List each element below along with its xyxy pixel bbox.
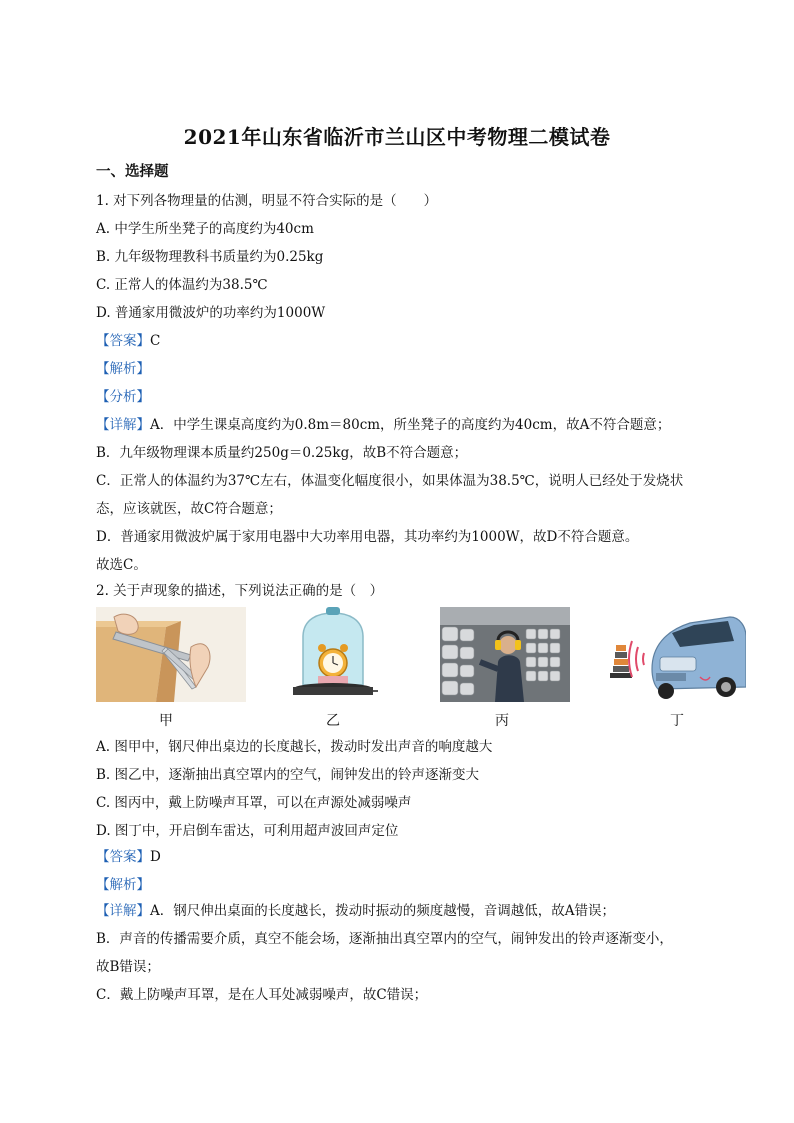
question-1-detail-line: 态，应该就医，故C符合题意； [96, 501, 282, 517]
question-1-fenxi-tag: 【分析】 [96, 389, 150, 405]
question-1-answer [96, 332, 160, 350]
question-1-detail-line: C．正常人的体温约为37℃左右，体温变化幅度很小，如果体温为38.5℃，说明人已经处于发烧状 [96, 473, 684, 489]
question-2-option-b: B. 图乙中，逐渐抽出真空罩内的空气，闹钟发出的铃声逐渐变大 [96, 767, 480, 783]
section-heading: 一、选择题 [96, 163, 169, 180]
figure-caption-bing: 丙 [495, 713, 509, 729]
question-1-stem: 1. 对下列各物理量的估测，明显不符合实际的是（ ） [96, 193, 438, 209]
question-2-answer [96, 848, 161, 866]
question-1-analysis-tag: 【解析】 [96, 361, 150, 377]
question-1-option-a: A. 中学生所坐凳子的高度约为40cm [96, 221, 314, 237]
question-2-detail-line [96, 902, 615, 920]
question-2-option-c: C. 图丙中，戴上防噪声耳罩，可以在声源处减弱噪声 [96, 795, 412, 811]
ruler-on-table-image [96, 607, 246, 702]
question-2-detail-line: B．声音的传播需要介质，真空不能会场，逐渐抽出真空罩内的空气，闹钟发出的铃声逐渐变小， [96, 931, 673, 947]
question-1-option-c: C. 正常人的体温约为38.5℃ [96, 277, 268, 293]
question-1-option-b: B. 九年级物理教科书质量约为0.25kg [96, 249, 324, 265]
car-reversing-radar-image [610, 607, 746, 702]
factory-worker-earmuffs-image [440, 607, 570, 702]
question-1-detail-line: D．普通家用微波炉属于家用电器中大功率用电器，其功率约为1000W，故D不符合题意。 [96, 529, 639, 545]
detail-text: A．钢尺伸出桌面的长度越长，拨动时振动的频度越慢，音调越低，故A错误； [150, 903, 615, 919]
question-1-option-d: D. 普通家用微波炉的功率约为1000W [96, 305, 326, 321]
question-2-option-d: D. 图丁中，开启倒车雷达，可利用超声波回声定位 [96, 823, 399, 839]
detail-tag: 【详解】 [96, 903, 150, 919]
figure-caption-yi: 乙 [326, 713, 340, 729]
question-1-detail-line: B．九年级物理课本质量约250g＝0.25kg，故B不符合题意； [96, 445, 468, 461]
detail-tag: 【详解】 [96, 417, 150, 433]
answer-tag: 【答案】 [96, 333, 150, 349]
answer-tag: 【答案】 [96, 849, 150, 865]
page-title: 2021年山东省临沂市兰山区中考物理二模试卷 [183, 125, 611, 149]
question-2-detail-line: C．戴上防噪声耳罩，是在人耳处减弱噪声，故C错误； [96, 987, 428, 1003]
figure-caption-jia: 甲 [159, 713, 173, 729]
answer-value: C [150, 333, 161, 349]
question-1-conclusion: 故选C。 [96, 557, 147, 573]
question-2-option-a: A. 图甲中，钢尺伸出桌边的长度越长，拨动时发出声音的响度越大 [96, 739, 493, 755]
detail-text: A．中学生课桌高度约为0.8m＝80cm，所坐凳子的高度约为40cm，故A不符合题意； [150, 417, 671, 433]
question-1-detail-line [96, 416, 670, 434]
question-2-analysis-tag: 【解析】 [96, 877, 150, 893]
answer-value: D [150, 849, 161, 865]
bell-jar-alarm-clock-image [288, 607, 378, 702]
question-2-stem: 2. 关于声现象的描述，下列说法正确的是（ ） [96, 583, 384, 599]
figure-caption-ding: 丁 [670, 713, 684, 729]
question-2-detail-line: 故B错误； [96, 959, 160, 975]
